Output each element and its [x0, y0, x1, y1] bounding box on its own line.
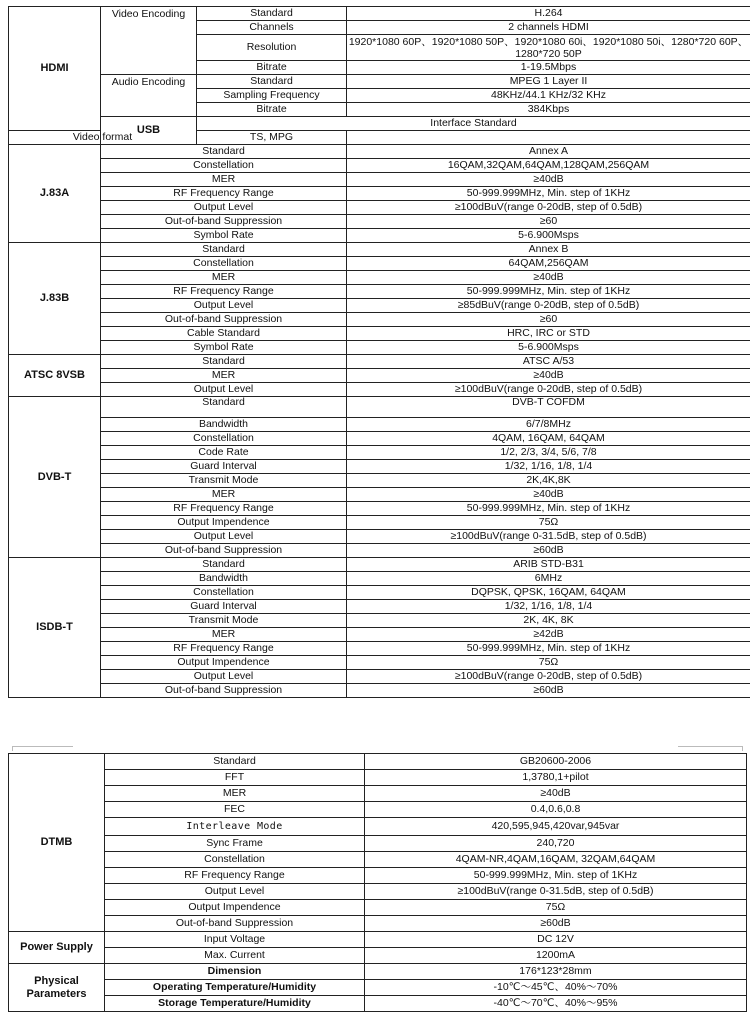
- param-value: 420,595,945,420var,945var: [365, 818, 747, 836]
- group-label-j83a: J.83A: [9, 145, 101, 243]
- subgroup-label-video-encoding: Video Encoding: [101, 7, 197, 75]
- param-name: Constellation: [101, 586, 347, 600]
- group-label-usb: USB: [101, 117, 197, 145]
- param-value: 5-6.900Msps: [347, 341, 750, 355]
- param-value: MPEG 1 Layer II: [347, 75, 750, 89]
- param-name: Dimension: [105, 964, 365, 980]
- param-name: Cable Standard: [101, 327, 347, 341]
- param-value: 50-999.999MHz, Min. step of 1KHz: [347, 502, 750, 516]
- param-value: 4QAM-NR,4QAM,16QAM, 32QAM,64QAM: [365, 852, 747, 868]
- param-name: Output Impendence: [105, 900, 365, 916]
- param-name: Output Level: [101, 299, 347, 313]
- param-value: Annex A: [347, 145, 750, 159]
- param-name: Symbol Rate: [101, 341, 347, 355]
- param-name: Guard Interval: [101, 460, 347, 474]
- param-value: ≥100dBuV(range 0-20dB, step of 0.5dB): [347, 383, 750, 397]
- param-name: MER: [101, 488, 347, 502]
- param-value: 50-999.999MHz, Min. step of 1KHz: [347, 285, 750, 299]
- param-value: ≥100dBuV(range 0-31.5dB, step of 0.5dB): [365, 884, 747, 900]
- param-value: ≥100dBuV(range 0-31.5dB, step of 0.5dB): [347, 530, 750, 544]
- param-name: Video format: [9, 131, 197, 145]
- param-name: MER: [101, 628, 347, 642]
- param-value: 6MHz: [347, 572, 750, 586]
- param-name: Out-of-band Suppression: [101, 684, 347, 698]
- param-name: Bitrate: [197, 61, 347, 75]
- param-name: Operating Temperature/Humidity: [105, 980, 365, 996]
- param-name: RF Frequency Range: [101, 187, 347, 201]
- param-value: HRC, IRC or STD: [347, 327, 750, 341]
- param-value: DQPSK, QPSK, 16QAM, 64QAM: [347, 586, 750, 600]
- param-value: 1/2, 2/3, 3/4, 5/6, 7/8: [347, 446, 750, 460]
- param-name: Output Level: [101, 670, 347, 684]
- param-value: ≥40dB: [347, 369, 750, 383]
- param-value: 1920*1080 60P、1920*1080 50P、1920*1080 60i、1920*1080 50i、1280*720 60P、1280*720 50P: [347, 35, 750, 61]
- param-name: Standard: [101, 355, 347, 369]
- group-label-hdmi: HDMI: [9, 7, 101, 131]
- param-value: 1/32, 1/16, 1/8, 1/4: [347, 600, 750, 614]
- group-label-physical-parameters: Physical Parameters: [9, 964, 105, 1012]
- param-name: Out-of-band Suppression: [101, 215, 347, 229]
- param-name: Code Rate: [101, 446, 347, 460]
- page-break-mark-left: [12, 746, 73, 751]
- param-name: MER: [101, 271, 347, 285]
- param-value: 1-19.5Mbps: [347, 61, 750, 75]
- param-value: 384Kbps: [347, 103, 750, 117]
- param-value: ≥40dB: [347, 271, 750, 285]
- group-label-atsc: ATSC 8VSB: [9, 355, 101, 397]
- param-value: 50-999.999MHz, Min. step of 1KHz: [347, 187, 750, 201]
- param-value: -40℃～70℃、40%～95%: [365, 996, 747, 1012]
- param-name: Standard: [101, 558, 347, 572]
- param-value: ≥60dB: [365, 916, 747, 932]
- param-value: ≥100dBuV(range 0-20dB, step of 0.5dB): [347, 201, 750, 215]
- param-value: 4QAM, 16QAM, 64QAM: [347, 432, 750, 446]
- param-value: 5-6.900Msps: [347, 229, 750, 243]
- param-value: 2K,4K,8K: [347, 474, 750, 488]
- param-value: 1200mA: [365, 948, 747, 964]
- group-label-power-supply: Power Supply: [9, 932, 105, 964]
- param-name: Storage Temperature/Humidity: [105, 996, 365, 1012]
- param-value: 6/7/8MHz: [347, 418, 750, 432]
- param-value: ATSC A/53: [347, 355, 750, 369]
- param-value: 176*123*28mm: [365, 964, 747, 980]
- param-name: Bandwidth: [101, 572, 347, 586]
- param-name: Constellation: [101, 257, 347, 271]
- param-name: RF Frequency Range: [105, 868, 365, 884]
- param-name: Output Level: [105, 884, 365, 900]
- param-value: 2 channels HDMI: [347, 21, 750, 35]
- param-value: DVB-T COFDM: [347, 397, 750, 418]
- param-value: GB20600-2006: [365, 754, 747, 770]
- param-name: RF Frequency Range: [101, 285, 347, 299]
- param-name: Bandwidth: [101, 418, 347, 432]
- param-value: ≥40dB: [347, 488, 750, 502]
- param-name: Sampling Frequency: [197, 89, 347, 103]
- param-value: 16QAM,32QAM,64QAM,128QAM,256QAM: [347, 159, 750, 173]
- param-name: Output Impendence: [101, 516, 347, 530]
- param-value: Annex B: [347, 243, 750, 257]
- spec-table-lower: [8, 753, 747, 1012]
- param-name: Standard: [101, 397, 347, 418]
- param-value: 0.4,0.6,0.8: [365, 802, 747, 818]
- page-break-mark-right: [678, 746, 743, 751]
- param-name: Standard: [197, 75, 347, 89]
- param-name: Channels: [197, 21, 347, 35]
- param-name: MER: [105, 786, 365, 802]
- param-name: Resolution: [197, 35, 347, 61]
- param-name: Out-of-band Suppression: [101, 544, 347, 558]
- param-name: Constellation: [105, 852, 365, 868]
- param-value: ≥42dB: [347, 628, 750, 642]
- param-value: ≥60: [347, 215, 750, 229]
- param-name: Output Level: [101, 383, 347, 397]
- param-name: RF Frequency Range: [101, 502, 347, 516]
- param-value: ≥40dB: [365, 786, 747, 802]
- param-value: 240,720: [365, 836, 747, 852]
- param-value: ≥60dB: [347, 544, 750, 558]
- param-name: Transmit Mode: [101, 474, 347, 488]
- param-name: Out-of-band Suppression: [105, 916, 365, 932]
- group-label-dvbt: DVB-T: [9, 397, 101, 558]
- param-name: Constellation: [101, 432, 347, 446]
- group-label-j83b: J.83B: [9, 243, 101, 355]
- param-name: Standard: [101, 145, 347, 159]
- param-value: 50-999.999MHz, Min. step of 1KHz: [365, 868, 747, 884]
- param-value: 75Ω: [365, 900, 747, 916]
- param-name: MER: [101, 369, 347, 383]
- param-value: ≥85dBuV(range 0-20dB, step of 0.5dB): [347, 299, 750, 313]
- param-value: TS, MPG: [197, 131, 347, 145]
- param-value: ≥100dBuV(range 0-20dB, step of 0.5dB): [347, 670, 750, 684]
- param-name: FFT: [105, 770, 365, 786]
- param-name: FEC: [105, 802, 365, 818]
- param-name: Output Level: [101, 201, 347, 215]
- param-value: H.264: [347, 7, 750, 21]
- param-value: 75Ω: [347, 656, 750, 670]
- param-name: Output Impendence: [101, 656, 347, 670]
- group-label-dtmb: DTMB: [9, 754, 105, 932]
- param-name: Input Voltage: [105, 932, 365, 948]
- subgroup-label-audio-encoding: Audio Encoding: [101, 75, 197, 117]
- param-name: Bitrate: [197, 103, 347, 117]
- param-name: Transmit Mode: [101, 614, 347, 628]
- param-name: Constellation: [101, 159, 347, 173]
- param-value: -10℃～45℃、40%～70%: [365, 980, 747, 996]
- param-name: Sync Frame: [105, 836, 365, 852]
- param-value: 48KHz/44.1 KHz/32 KHz: [347, 89, 750, 103]
- param-name: Standard: [101, 243, 347, 257]
- param-value: 75Ω: [347, 516, 750, 530]
- param-name: Standard: [105, 754, 365, 770]
- param-value: 2K, 4K, 8K: [347, 614, 750, 628]
- param-name: Out-of-band Suppression: [101, 313, 347, 327]
- group-label-isdbt: ISDB-T: [9, 558, 101, 698]
- param-name: Output Level: [101, 530, 347, 544]
- param-value: 1,3780,1+pilot: [365, 770, 747, 786]
- param-name: Interface Standard: [197, 117, 750, 131]
- param-value: ≥40dB: [347, 173, 750, 187]
- param-value: ≥60: [347, 313, 750, 327]
- param-name: Interleave Mode: [105, 818, 365, 836]
- param-name: RF Frequency Range: [101, 642, 347, 656]
- param-name: Standard: [197, 7, 347, 21]
- param-name: MER: [101, 173, 347, 187]
- param-value: DC 12V: [365, 932, 747, 948]
- param-name: Max. Current: [105, 948, 365, 964]
- param-value: 1/32, 1/16, 1/8, 1/4: [347, 460, 750, 474]
- param-value: ARIB STD-B31: [347, 558, 750, 572]
- param-name: Symbol Rate: [101, 229, 347, 243]
- spec-table-upper: [8, 6, 750, 698]
- param-value: ≥60dB: [347, 684, 750, 698]
- param-value: 64QAM,256QAM: [347, 257, 750, 271]
- param-name: Guard Interval: [101, 600, 347, 614]
- param-value: 50-999.999MHz, Min. step of 1KHz: [347, 642, 750, 656]
